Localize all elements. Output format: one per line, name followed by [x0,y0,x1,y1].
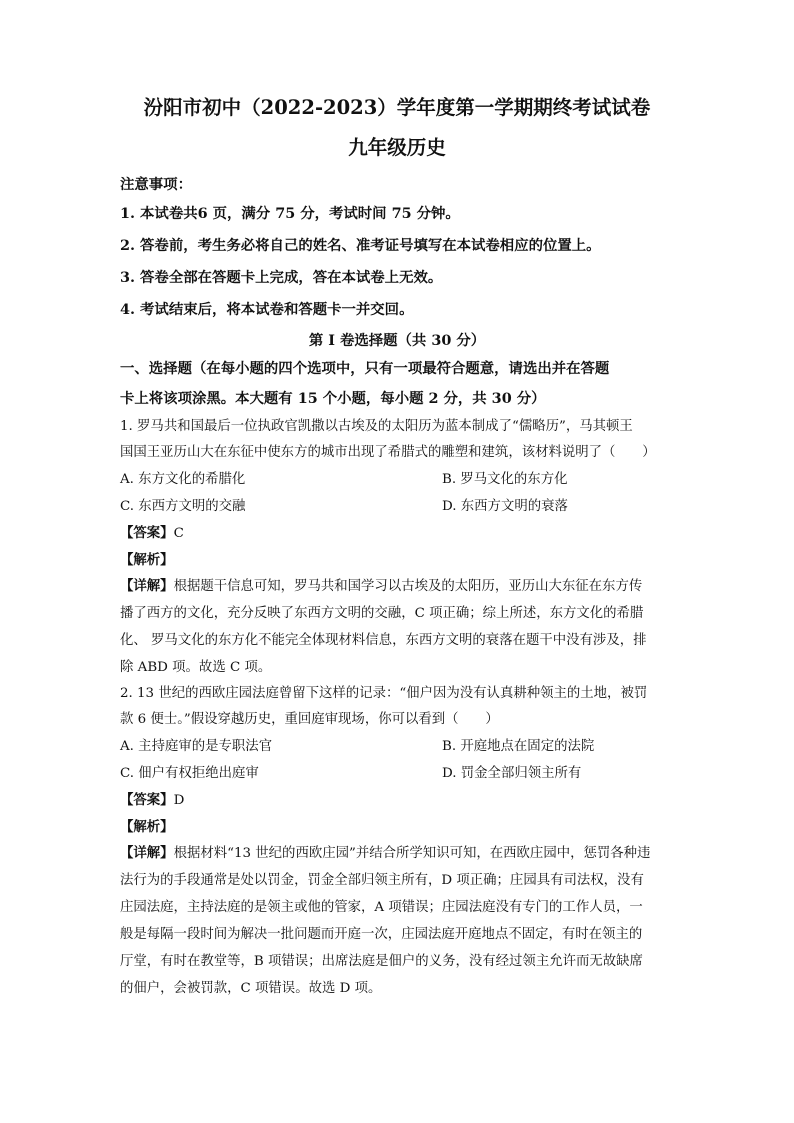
analysis-label: 【解析】 [120,552,174,568]
notes-heading: 注意事项： [120,176,192,193]
option-a: A. 主持庭审的是专职法官 [120,739,273,754]
detail-line: 厅堂，有时在教堂等，B 项错误；出席法庭是佃户的义务，没有经过领主允许而无故缺席 [120,954,643,969]
stem-line: 款 6 便士。”假设穿越历史，重回庭审现场，你可以看到（ ） [120,712,499,727]
notes-block [120,172,674,326]
instruction-line: 一、选择题（在每小题的四个选项中，只有一项最符合题意，请选出并在答题 [120,360,610,377]
section-title: 第 I 卷选择题（共 30 分） [308,332,486,349]
answer-value: C [173,526,184,541]
detail-block [120,573,674,681]
option-b: B. 罗马文化的东方化 [442,472,568,487]
stem-line: 1. 罗马共和国最后一位执政官凯撒以古埃及的太阳历为蓝本制成了“儒略历”，马其顿王 [120,419,633,434]
option-d: D. 罚金全部归领主所有 [442,766,582,781]
detail-line: 播了西方的文化，充分反映了东西方文明的交融，C 项正确；综上所述，东方文化的希腊 [120,606,644,621]
detail-label: 【详解】 [120,578,174,594]
detail-line: 化、 罗马文化的东方化不能完全体现材料信息，东西方文明的衰落在题干中没有涉及，排 [120,633,647,648]
question-stem [120,414,674,466]
question-1 [120,414,674,681]
detail-line: 除 ABD 项。故选 C 项。 [120,660,272,675]
answer-label: 【答案】 [120,525,174,541]
options-grid [120,733,674,787]
note-item: 3. 答卷全部在答题卡上完成，答在本试卷上无效。 [120,269,443,286]
page-subtitle: 九年级历史 [348,136,446,159]
option-c: C. 佃户有权拒绝出庭审 [120,766,259,781]
answer-line [120,787,674,814]
instruction-line: 卡上将该项涂黑。本大题有 15 个小题，每小题 2 分，共 30 分） [120,390,546,407]
detail-label: 【详解】 [120,845,174,861]
note-item: 1. 本试卷共6 页，满分 75 分，考试时间 75 分钟。 [120,205,460,222]
stem-line: 2. 13 世纪的西欧庄园法庭曾留下这样的记录：“佃户因为没有认真耕种领主的土地，被罚 [120,686,648,701]
note-item: 2. 答卷前，考生务必将自己的姓名、准考证号填写在本试卷相应的位置上。 [120,237,601,254]
detail-line: 庄园法庭，主持法庭的是领主或他的管家，A 项错误；庄园法庭没有专门的工作人员，一 [120,900,643,915]
page-title: 汾阳市初中（2022-2023）学年度第一学期期终考试试卷 [143,96,651,119]
detail-line [120,573,674,600]
detail-line: 般是每隔一段时间为解决一批问题而开庭一次，庄园法庭开庭地点不固定，有时在领主的 [120,927,643,942]
answer-label: 【答案】 [120,792,174,808]
section-instructions [120,354,674,414]
note-item: 4. 考试结束后，将本试卷和答题卡一并交回。 [120,301,414,318]
detail-block [120,840,674,1002]
stem-line: 国国王亚历山大在东征中使东方的城市出现了希腊式的雕塑和建筑，该材料说明了（ ） [120,445,656,460]
option-a: A. 东方文化的希腊化 [120,472,246,487]
answer-line [120,520,674,547]
detail-line: 的佃户，会被罚款，C 项错误。故选 D 项。 [120,981,382,996]
question-stem [120,681,674,733]
option-c: C. 东西方文明的交融 [120,499,246,514]
detail-text: 根据材料“13 世纪的西欧庄园”并结合所学知识可知，在西欧庄园中，惩罚各种违 [173,846,651,861]
detail-line: 法行为的手段通常是处以罚金，罚金全部归领主所有，D 项正确；庄园具有司法权，没有 [120,873,644,888]
detail-text: 根据题干信息可知，罗马共和国学习以古埃及的太阳历，亚历山大东征在东方传 [173,579,643,594]
option-d: D. 东西方文明的衰落 [442,499,568,514]
option-b: B. 开庭地点在固定的法院 [442,739,595,754]
options-grid [120,466,674,520]
detail-line [120,840,674,867]
answer-value: D [173,793,185,808]
analysis-label: 【解析】 [120,819,174,835]
question-2 [120,681,674,1002]
